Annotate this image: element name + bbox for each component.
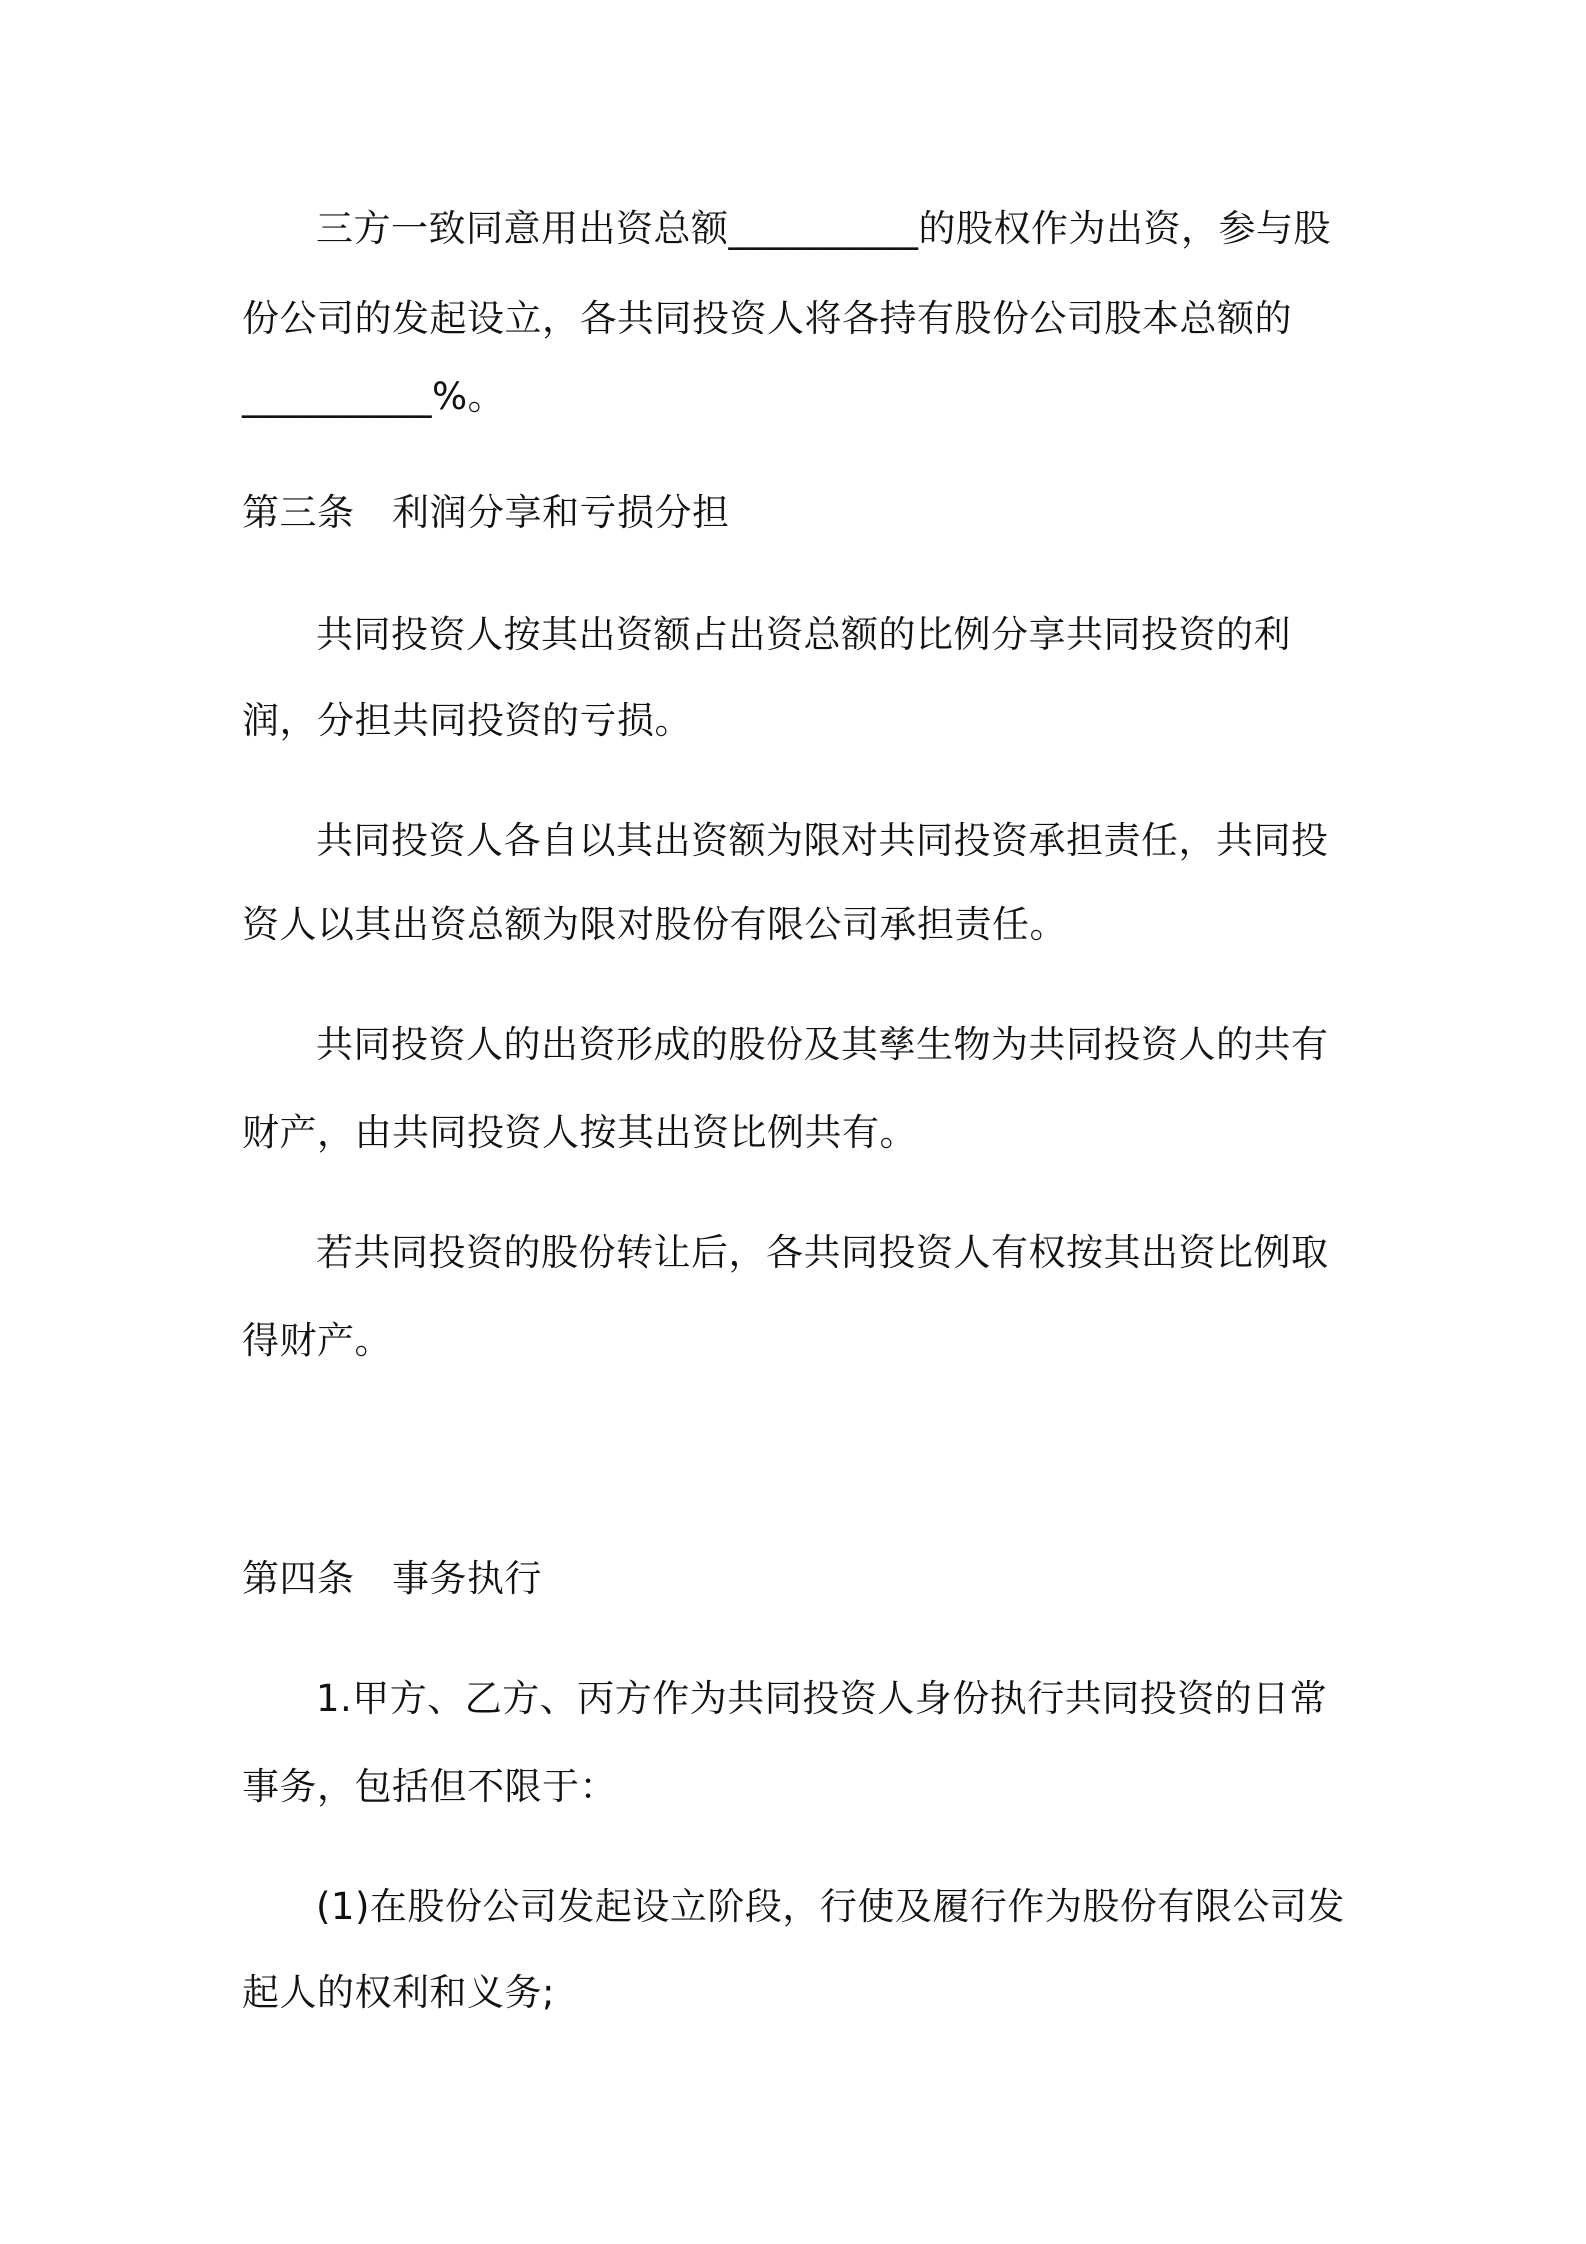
paragraph-property-line-1: 共同投资人的出资形成的股份及其孳生物为共同投资人的共有 bbox=[316, 1023, 1329, 1066]
paragraph-capital-line-2: 份公司的发起设立，各共同投资人将各持有股份公司股本总额的 bbox=[242, 297, 1292, 340]
paragraph-transfer-line-2: 得财产。 bbox=[242, 1319, 392, 1362]
paragraph-profit-line-2: 润，分担共同投资的亏损。 bbox=[242, 699, 692, 742]
paragraph-profit-line-1: 共同投资人按其出资额占出资总额的比例分享共同投资的利 bbox=[316, 613, 1291, 656]
article-4-heading: 第四条 事务执行 bbox=[242, 1557, 542, 1600]
article-3-heading: 第三条 利润分享和亏损分担 bbox=[242, 491, 730, 534]
paragraph-item-1-line-1: (1)在股份公司发起设立阶段，行使及履行作为股份有限公司发 bbox=[316, 1885, 1345, 1928]
paragraph-affairs-line-2: 事务，包括但不限于： bbox=[242, 1765, 617, 1808]
paragraph-property-line-2: 财产，由共同投资人按其出资比例共有。 bbox=[242, 1111, 917, 1154]
paragraph-capital-line-3: __________%。 bbox=[242, 375, 506, 418]
paragraph-liability-line-2: 资人以其出资总额为限对股份有限公司承担责任。 bbox=[242, 903, 1067, 946]
paragraph-transfer-line-1: 若共同投资的股份转让后，各共同投资人有权按其出资比例取 bbox=[316, 1231, 1329, 1274]
paragraph-affairs-line-1: 1.甲方、乙方、丙方作为共同投资人身份执行共同投资的日常 bbox=[316, 1677, 1328, 1720]
paragraph-liability-line-1: 共同投资人各自以其出资额为限对共同投资承担责任，共同投 bbox=[316, 819, 1329, 862]
paragraph-item-1-line-2: 起人的权利和义务; bbox=[242, 1971, 555, 2014]
paragraph-capital-line-1: 三方一致同意用出资总额__________的股权作为出资，参与股 bbox=[316, 207, 1331, 250]
